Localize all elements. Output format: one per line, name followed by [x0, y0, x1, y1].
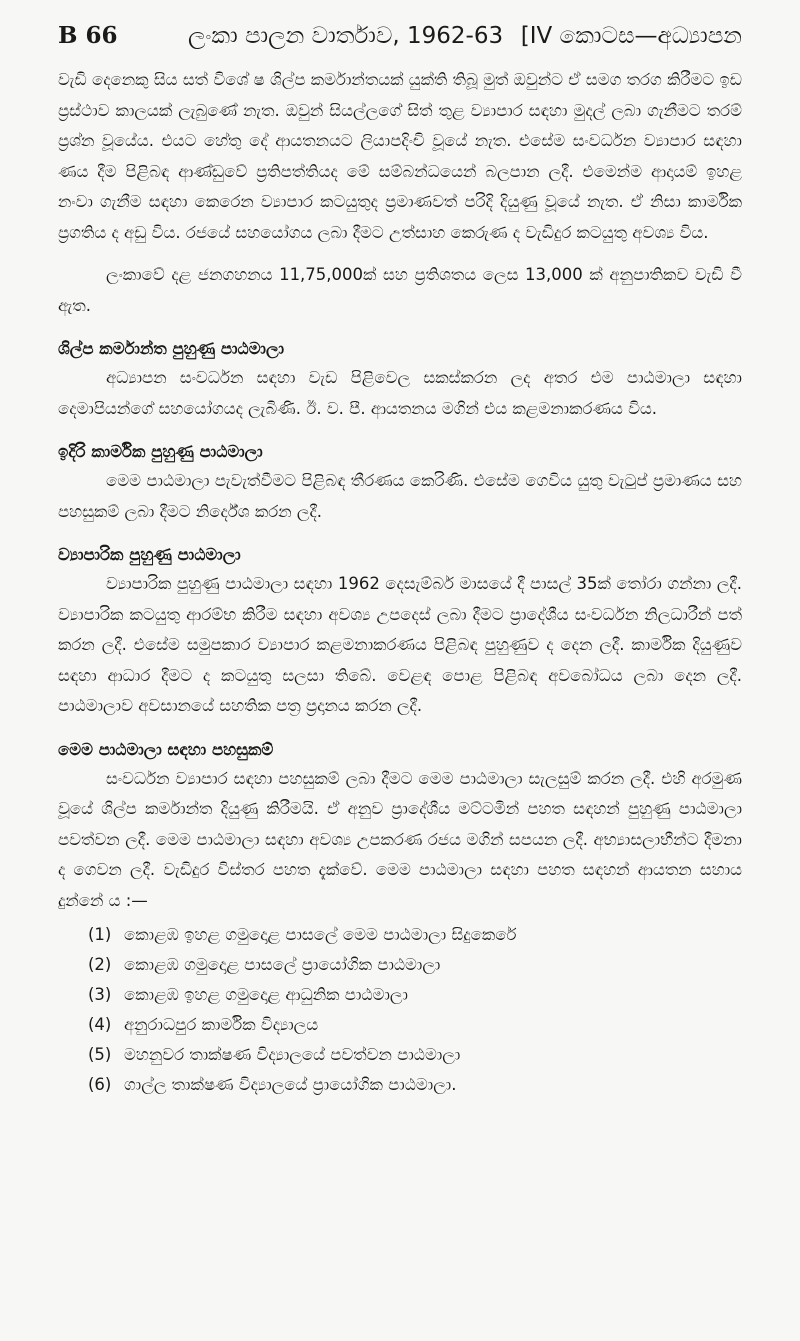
list-item: [88, 920, 742, 950]
list-item: [88, 1070, 742, 1100]
list-item-text: කොළඹ ඉහළ ගමුදොළ පාසලේ මෙම පාඨමාලා සිදුකෙරේ: [124, 925, 517, 944]
list-item-number: (3): [88, 985, 112, 1004]
list-item: [88, 980, 742, 1010]
list-item-text: කොළඹ ගමුදොළ පාසලේ ප්‍රායෝගික පාඨමාලා: [124, 955, 441, 974]
section-heading: ශිල්ප කර්මාන්ත පුහුණු පාඨමාලා: [58, 339, 285, 358]
section-paragraph: අධ්‍යාපන සංවර්ධන සඳහා වැඩ පිළිවෙල සකස්කරන ලද අතර එම පාඨමාලා සඳහා දෙමාපියන්ගේ සහයෝගයද ලැබිණි. ඊ. ව. පී. ආයතනය මගින් එය කළමනාකරණය විය.: [58, 368, 742, 418]
list-item-text: කොළඹ ඉහළ ගමුදොළ ආධුනික පාඨමාලා: [124, 985, 408, 1004]
running-title: ලංකා පාලන වාර්තාව, 1962-63: [188, 23, 504, 49]
institution-list: [58, 920, 742, 1100]
section-label: [IV කොටස—අධ්‍යාපන: [520, 23, 742, 49]
list-item-number: (2): [88, 955, 112, 974]
page-header: [58, 22, 742, 49]
body-paragraph: වැඩි දෙනෙකු සිය සත් විශේ ෂ ශිල්ප කර්මාන්තයක්‍ යුක්ති තිබූ මුත් ඔවුන්ට ඒ සමග තරග කිරීමට ඉඩ ප්‍රස්ථාව කාලයක් ලැබුණේ නැත. ඔවුන් සියල්ලගේ සිත් තුළ ව්‍යාපාර සඳහා මුදල් ලබා ගැනීමට තරම් ප්‍රශ්න වූයේය. එයට හේතු දේ ආයතනයට ලියාපදිංචි වූයේ නැත. එසේම සංවර්ධන ව්‍යාපාර සඳහා ණය දීම පිළිබඳ ආණ්ඩුවේ ප්‍රතිපත්තියද මේ සම්බන්ධයෙන් බලපාන ලදී. එමෙන්ම ආදායම් ඉහළ නංවා ගැනීම සඳහා කෙරෙන ව්‍යාපාර කටයුතුද ප්‍රමාණවත් පරිදි දියුණු වූයේ නැත. ඒ නිසා කාර්මික ප්‍රගතිය ද අඩු විය. රජයේ සහයෝගය ලබා දීමට උත්සාහ කෙරුණ ද වැඩිදුර කටයුතු අවශ්‍ය විය.: [58, 70, 742, 242]
list-item: [88, 1040, 742, 1070]
section-heading: ව්‍යාපාරික පුහුණු පාඨමාලා: [58, 545, 241, 564]
body-paragraph: ලංකාවේ දළ ජනගහනය 11,75,000ක් සහ ප්‍රතිශතය ලෙස 13,000 ක් අනුපාතිකව වැඩි වී ඇත.: [58, 265, 742, 315]
list-item-text: මහනුවර තාක්ෂණ විද්‍යාලයේ පවත්වන පාඨමාලා: [124, 1045, 461, 1064]
page-number: B 66: [58, 22, 118, 49]
list-item-number: (1): [88, 925, 112, 944]
list-item: [88, 950, 742, 980]
section-paragraph: මෙම පාඨමාලා පැවැත්වීමට පිළිබඳ තීරණය කෙරිණි. එසේම ගෙවිය යුතු වැටුප් ප්‍රමාණය සහ පහසුකම් ලබා දීමට නිර්දේශ කරන ලදී.: [58, 471, 742, 521]
list-item-text: අනුරාධපුර කාර්මික විද්‍යාලය: [124, 1015, 319, 1034]
section-paragraph: සංවර්ධන ව්‍යාපාර සඳහා පහසුකම් ලබා දීමට මෙම පාඨමාලා සැලසුම් කරන ලදී. එහි අරමුණ වූයේ ශිල්ප කර්මාන්ත දියුණු කිරීමයි. ඒ අනුව ප්‍රාදේශීය මට්ටමින් පහත සඳහන් පුහුණු පාඨමාලා පවත්වන ලදී. මෙම පාඨමාලා සඳහා අවශ්‍ය උපකරණ රජය මගින් සපයන ලදී. අභ්‍යාසලාභීන්ට දීමනා ද ගෙවන ලදී. වැඩිදුර විස්තර පහත දැක්වේ. මෙම පාඨමාලා සඳහා පහත සඳහන් ආයතන සහාය දුන්නේ ය :—: [58, 768, 742, 910]
section-heading: මෙම පාඨමාලා සඳහා පහසුකම්: [58, 739, 274, 759]
list-item-number: (5): [88, 1045, 112, 1064]
list-item-number: (4): [88, 1015, 112, 1034]
section-paragraph: ව්‍යාපාරික පුහුණු පාඨමාලා සඳහා 1962 දෙසැම්බර් මාසයේ දී පාසල් 35ක් තෝරා ගන්නා ලදී. ව්‍යාපාරික කටයුතු ආරම්භ කිරීම සඳහා අවශ්‍ය උපදෙස් ලබා දීමට ප්‍රාදේශීය සංවර්ධන නිලධාරීන් පත් කරන ලදී. එසේම සමුපකාර ව්‍යාපාර කළමනාකරණය පිළිබඳ පුහුණුව ද දෙන ලදී. කාර්මික දියුණුව සඳහා ආධාර දීමට ද කටයුතු සලසා තිබේ. වෙළඳ පොළ පිළිබඳ අවබෝධය ලබා දෙන ලදී. පාඨමාලාව අවසානයේ සහතික පත්‍ර ප්‍රදානය කරන ලදී.: [58, 574, 742, 715]
section-heading: ඉදිරි කාර්මික පුහුණු පාඨමාලා: [58, 442, 263, 461]
list-item-text: ගාල්ල තාක්ෂණ විද්‍යාලයේ ප්‍රායෝගික පාඨමාලා.: [124, 1075, 457, 1094]
list-item-number: (6): [88, 1075, 112, 1094]
list-item: [88, 1010, 742, 1040]
